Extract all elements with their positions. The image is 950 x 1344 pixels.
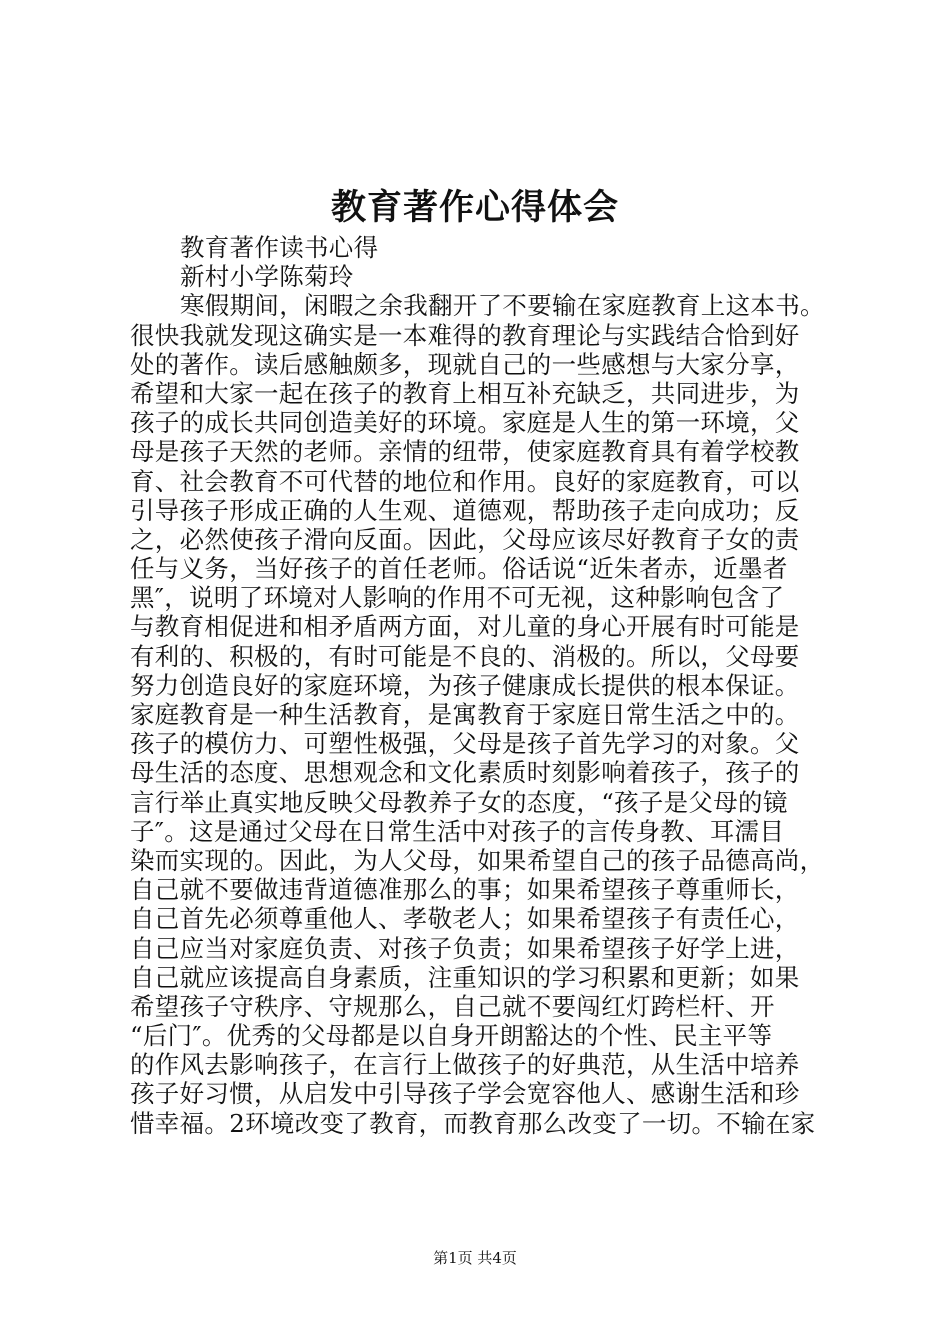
author-line: 新村小学陈菊玲: [180, 262, 354, 292]
paragraph-line: 家庭教育是一种生活教育，是寓教育于家庭日常生活之中的。: [130, 700, 800, 729]
paragraph-line: 处的著作。读后感触颇多，现就自己的一些感想与大家分享，: [130, 349, 800, 379]
paragraph-line: 的作风去影响孩子，在言行上做孩子的好典范，从生活中培养: [130, 1050, 800, 1080]
paragraph-line: 母是孩子天然的老师。亲情的纽带，使家庭教育具有着学校教: [130, 437, 800, 467]
paragraph-line: 自己就不要做违背道德准那么的事；如果希望孩子尊重师长，: [130, 875, 800, 905]
paragraph-line: 自己应当对家庭负责、对孩子负责；如果希望孩子好学上进，: [130, 933, 800, 963]
paragraph-line: 有利的、积极的，有时可能是不良的、消极的。所以，父母要: [130, 641, 800, 671]
paragraph-line: 染而实现的。因此，为人父母，如果希望自己的孩子品德高尚，: [130, 845, 825, 875]
paragraph-line: 惜幸福。2环境改变了教育，而教育那么改变了一切。不输在家: [130, 1108, 816, 1138]
paragraph-line: 黑″，说明了环境对人影响的作用不可无视，这种影响包含了: [130, 583, 785, 613]
paragraph-line: “后门″。优秀的父母都是以自身开朗豁达的个性、民主平等: [130, 1021, 773, 1051]
document-body: [130, 233, 830, 1138]
paragraph-line: 子″。这是通过父母在日常生活中对孩子的言传身教、耳濡目: [130, 816, 785, 846]
paragraph-line: 引导孩子形成正确的人生观、道德观，帮助孩子走向成功；反: [130, 495, 800, 525]
paragraph-line: 寒假期间，闲暇之余我翻开了不要输在家庭教育上这本书。: [180, 291, 825, 321]
paragraph-line: 任与义务，当好孩子的首任老师。俗话说“近朱者赤，近墨者: [130, 554, 788, 584]
paragraph-line: 孩子的成长共同创造美好的环境。家庭是人生的第一环境，父: [130, 408, 800, 438]
subtitle-line: 教育著作读书心得: [180, 233, 379, 262]
paragraph-line: 希望孩子守秩序、守规那么，自己就不要闯红灯跨栏杆、开: [130, 991, 775, 1021]
page-footer: 第1页 共4页: [433, 1249, 517, 1267]
paragraph-line: 很快我就发现这确实是一本难得的教育理论与实践结合恰到好: [130, 320, 800, 350]
paragraph-line: 育、社会教育不可代替的地位和作用。良好的家庭教育，可以: [130, 466, 800, 496]
paragraph-line: 之，必然使孩子滑向反面。因此，父母应该尽好教育子女的责: [130, 524, 800, 554]
paragraph-line: 努力创造良好的家庭环境，为孩子健康成长提供的根本保证。: [130, 670, 800, 700]
paragraph-line: 孩子好习惯，从启发中引导孩子学会宽容他人、感谢生活和珍: [130, 1079, 800, 1109]
paragraph-line: 母生活的态度、思想观念和文化素质时刻影响着孩子，孩子的: [130, 758, 800, 788]
paragraph-line: 与教育相促进和相矛盾两方面，对儿童的身心开展有时可能是: [130, 612, 800, 642]
document-title: 教育著作心得体会: [330, 187, 619, 228]
paragraph-line: 希望和大家一起在孩子的教育上相互补充缺乏，共同进步，为: [130, 378, 800, 408]
paragraph-line: 自己就应该提高自身素质，注重知识的学习积累和更新；如果: [130, 962, 800, 992]
paragraph-line: 自己首先必须尊重他人、孝敬老人；如果希望孩子有责任心，: [130, 904, 800, 934]
paragraph-line: 孩子的模仿力、可塑性极强，父母是孩子首先学习的对象。父: [130, 729, 800, 759]
paragraph-line: 言行举止真实地反映父母教养子女的态度，“孩子是父母的镜: [130, 787, 788, 817]
